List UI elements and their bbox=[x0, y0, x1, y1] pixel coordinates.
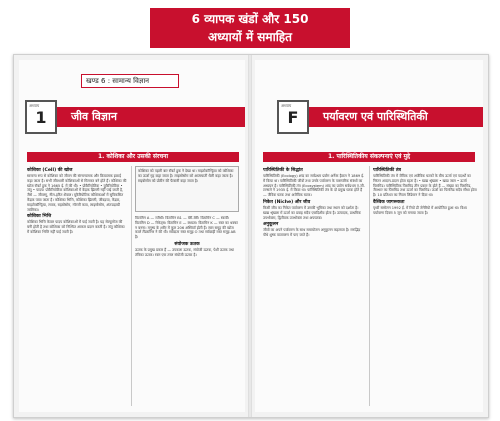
section-heading: 1. कोशिका और उसकी संरचना bbox=[27, 152, 239, 162]
column-heading: वैश्विक जागरूकता bbox=[373, 199, 405, 205]
column-text: विटामिन A — रतौंधी। विटामिन B1 — बेरी-बेरी। विटामिन C — स्कर्वी। विटामिन D — रिकेट्स। विटामिन E — बंध्यता। विटामिन K — रक्त का थक्का न बनना। मनुष्य के शरीर में कुल 206 अस्थियाँ होती हैं। रक्त समूह की खोज कार्ल लैंडस्टीनर ने की थी। सर्वदाता रक्त समूह O तथा सर्वग्राही रक्त समूह AB है। bbox=[135, 216, 238, 240]
info-box-text: कोशिका को पहली बार रॉबर्ट हुक ने देखा था। माइटोकॉण्ड्रिया को कोशिका का ऊर्जा गृह कहा जाता है। लाइसोसोम को आत्मघाती थैली कहा जाता है। राइबोसोम को प्रोटीन की फैक्टरी कहा जाता है। bbox=[138, 169, 234, 183]
column-text: जीवों का अपने पर्यावरण के साथ समायोजन अनुकूलन कहलाता है। मरुद्भिद पौधे शुष्क वातावरण में पाए जाते हैं। bbox=[263, 228, 361, 238]
chapter-number: 1 bbox=[35, 108, 47, 127]
book-spread bbox=[13, 54, 489, 418]
column-text: पारिस्थितिकी तंत्र में जैविक एवं अजैविक घटकों के बीच ऊर्जा एवं पदार्थों का निरंतर आदान-प्रदान होता रहता है। • खाद्य श्रृंखला • खाद्य जाल • ऊर्जा पिरामिड। पारिस्थितिक पिरामिड तीन प्रकार के होते हैं — संख्या का पिरामिड, जैवभार का पिरामिड तथा ऊर्जा का पिरामिड। ऊर्जा का पिरामिड सदैव सीधा होता है। 10 प्रतिशत का नियम लिंडेमान ने दिया था। bbox=[373, 174, 477, 198]
chapter-number: F bbox=[287, 108, 299, 127]
chapter-badge bbox=[277, 100, 309, 134]
column-heading: पारिस्थितिकी तंत्र bbox=[373, 168, 401, 173]
section-heading: 1. पारिस्थितिकीय संकल्पनाएं एवं मुद्दे bbox=[263, 152, 475, 162]
column-heading: अनुकूलन bbox=[263, 222, 279, 228]
column-heading: संयोजक ऊतक bbox=[174, 241, 200, 247]
column-text: सामान्य रूप से कोशिका को जीवन की संरचनात्मक और क्रियात्मक इकाई कहा जाता है। सभी जीवधारी कोशिकाओं से मिलकर बने होते हैं। कोशिका की खोज रॉबर्ट हुक ने 1665 ई. में की थी। • प्रोकैरियोटिक • यूकैरियोटिक • जंतु • पादप। प्रोकैरियोटिक कोशिकाओं में केंद्रक झिल्ली नहीं पाई जाती है, जैसे — जीवाणु, नील-हरित शैवाल। यूकैरियोटिक कोशिकाओं में सुविकसित केंद्रक पाया जाता है। कोशिका भित्ति, कोशिका झिल्ली, जीवद्रव्य, केंद्रक, माइटोकॉण्ड्रिया, लवक, राइबोसोम, गॉल्जी काय, लाइसोसोम, अंतःप्रद्रव्यी जालिका। bbox=[27, 174, 127, 212]
column-text: पृथ्वी सम्मेलन 1992 ई. में रियो डी जेनेरियो में आयोजित हुआ था। विश्व पर्यावरण दिवस 5 जून को मनाया जाता है। bbox=[373, 205, 467, 215]
column-heading: कोशिका भित्ति bbox=[27, 214, 52, 220]
left-page bbox=[19, 60, 245, 412]
column-text: पारिस्थितिकी (Ecology) शब्द का सर्वप्रथम प्रयोग अर्नेस्ट हैकल ने 1869 ई. में किया था। पारिस्थितिकी जीवों तथा उनके पर्यावरण के पारस्परिक संबंधों का अध्ययन है। पारिस्थितिकी तंत्र (Ecosystem) शब्द का प्रयोग सर्वप्रथम ए.जी. टान्सले ने 1935 ई. में किया था। पारिस्थितिकी तंत्र के दो प्रमुख घटक होते हैं — जैविक घटक तथा अजैविक घटक। bbox=[263, 174, 365, 198]
column-heading: पारिस्थितिकी के सिद्धांत bbox=[263, 168, 303, 173]
chapter-badge-label: अध्याय bbox=[29, 103, 40, 108]
column-divider bbox=[369, 166, 370, 406]
column-heading: कोशिका (Cell) की खोज bbox=[27, 168, 73, 173]
column-divider bbox=[131, 166, 132, 406]
left-column-1 bbox=[27, 166, 127, 406]
column-heading: निकेत (Niche) और जीव bbox=[263, 199, 311, 205]
book-gutter bbox=[248, 55, 252, 417]
column-text: ऊतक के प्रमुख प्रकार हैं — उपकला ऊतक, संयोजी ऊतक, पेशी ऊतक तथा तंत्रिका ऊतक। रक्त एक तरल संयोजी ऊतक है। bbox=[135, 247, 234, 257]
column-text: कोशिका भित्ति केवल पादप कोशिकाओं में पाई जाती है। यह सेल्यूलोज की बनी होती है तथा कोशिका को निश्चित आकार प्रदान करती है। जंतु कोशिका में कोशिका भित्ति नहीं पाई जाती है। bbox=[27, 220, 125, 234]
chapter-title: जीव विज्ञान bbox=[57, 107, 245, 127]
right-column-2 bbox=[373, 166, 477, 406]
section-label: खण्ड 6 : सामान्य विज्ञान bbox=[81, 74, 179, 88]
info-box bbox=[135, 166, 239, 212]
left-column-2 bbox=[135, 216, 239, 406]
chapter-title: पर्यावरण एवं पारिस्थितिकी bbox=[309, 107, 483, 127]
chapter-badge bbox=[25, 100, 57, 134]
right-column-1 bbox=[263, 166, 365, 406]
headline-banner bbox=[150, 8, 350, 48]
column-text: किसी जीव का निकेत पर्यावरण में उसकी भूमिका तथा स्थान को दर्शाता है। खाद्य श्रृंखला में ऊर्जा का प्रवाह सदैव एकदिशीय होता है। उत्पादक, प्राथमिक उपभोक्ता, द्वितीयक उपभोक्ता तथा अपघटक। bbox=[263, 205, 361, 220]
right-page bbox=[255, 60, 483, 412]
headline-line-2: अध्यायों में समाहित bbox=[207, 30, 293, 44]
headline-line-1: 6 व्यापक खंडों और 150 bbox=[191, 12, 309, 26]
chapter-badge-label: अध्याय bbox=[281, 103, 292, 108]
